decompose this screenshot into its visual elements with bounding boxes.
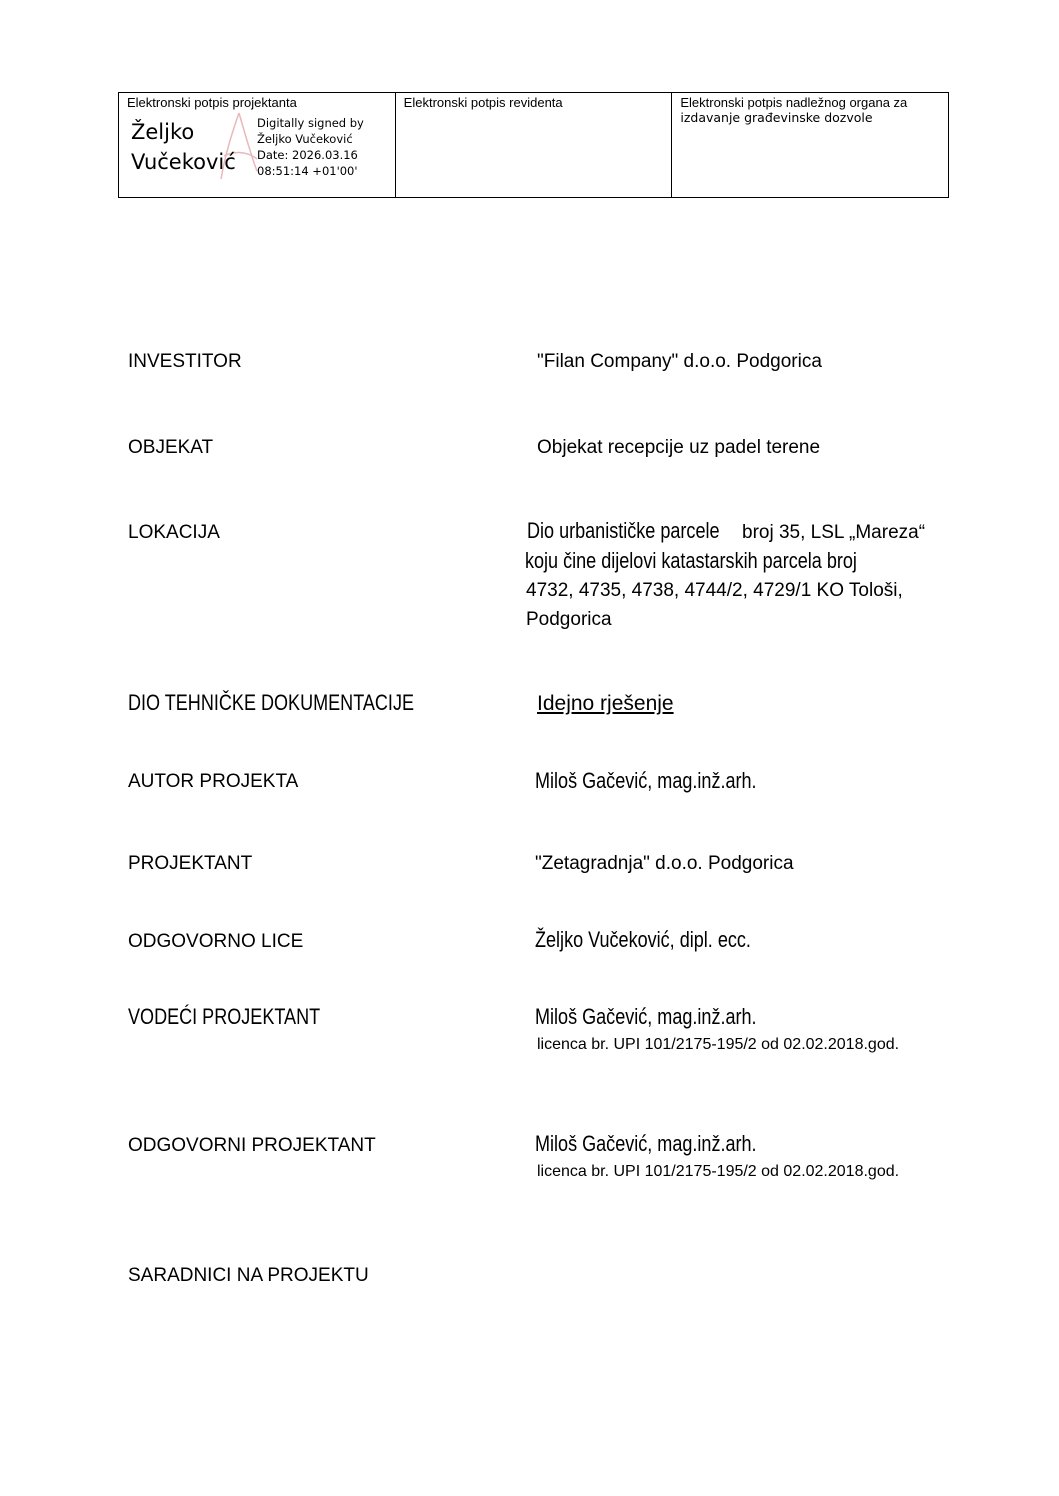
reviewer-signature-cell[interactable] — [396, 93, 673, 197]
signature-details: Digitally signed by Željko Vučeković Date: 2026.03.16 08:51:14 +01'00' — [257, 116, 364, 178]
signer-name: Željko Vučeković — [131, 120, 236, 174]
authority-signature-cell[interactable]: Elektronski potpis nadležnog organa za izdavanje građevinske dozvole — [672, 93, 948, 197]
dio-label: DIO TEHNIČKE DOKUMENTACIJE — [128, 690, 415, 715]
lokacija-line2: koju čine dijelovi katastarskih parcela broj — [525, 548, 857, 573]
authority-signature-label: Elektronski potpis nadležnog organa za — [680, 95, 908, 110]
odgovorni-label: ODGOVORNI PROJEKTANT — [128, 1135, 376, 1156]
saradnici-label: SARADNICI NA PROJEKTU — [128, 1265, 369, 1286]
designer-signature-cell[interactable] — [119, 93, 396, 197]
vodeci-licence: licenca br. UPI 101/2175-195/2 od 02.02.2018.god. — [537, 1036, 900, 1053]
lokacija-line3: 4732, 4735, 4738, 4744/2, 4729/1 KO Tološi, — [526, 580, 903, 601]
vodeci-value: Miloš Gačević, mag.inž.arh. — [535, 1004, 757, 1029]
autor-value: Miloš Gačević, mag.inž.arh. — [535, 768, 757, 793]
reviewer-signature-label: Elektronski potpis revidenta — [403, 95, 563, 110]
investitor-value: "Filan Company" d.o.o. Podgorica — [537, 351, 822, 372]
lokacija-line1: Dio urbanističke parcele broj 35, LSL „Mareza“ — [527, 518, 926, 543]
projektant-value: "Zetagradnja" d.o.o. Podgorica — [535, 853, 794, 874]
designer-signature-label: Elektronski potpis projektanta — [127, 95, 297, 110]
vodeci-label: VODEĆI PROJEKTANT — [128, 1004, 321, 1029]
objekat-value: Objekat recepcije uz padel terene — [537, 437, 821, 458]
odgovorno-lice-value: Željko Vučeković, dipl. ecc. — [535, 927, 751, 952]
dio-value: Idejno rješenje — [537, 692, 674, 715]
odgovorni-value: Miloš Gačević, mag.inž.arh. — [535, 1131, 757, 1156]
signature-table — [118, 92, 949, 198]
autor-label: AUTOR PROJEKTA — [128, 771, 299, 792]
odgovorni-licence: licenca br. UPI 101/2175-195/2 od 02.02.2018.god. — [537, 1163, 900, 1180]
lokacija-line4: Podgorica — [526, 609, 612, 630]
objekat-label: OBJEKAT — [128, 437, 214, 458]
investitor-label: INVESTITOR — [128, 351, 242, 372]
odgovorno-lice-label: ODGOVORNO LICE — [128, 931, 304, 952]
projektant-label: PROJEKTANT — [128, 853, 253, 874]
lokacija-label: LOKACIJA — [128, 522, 220, 543]
